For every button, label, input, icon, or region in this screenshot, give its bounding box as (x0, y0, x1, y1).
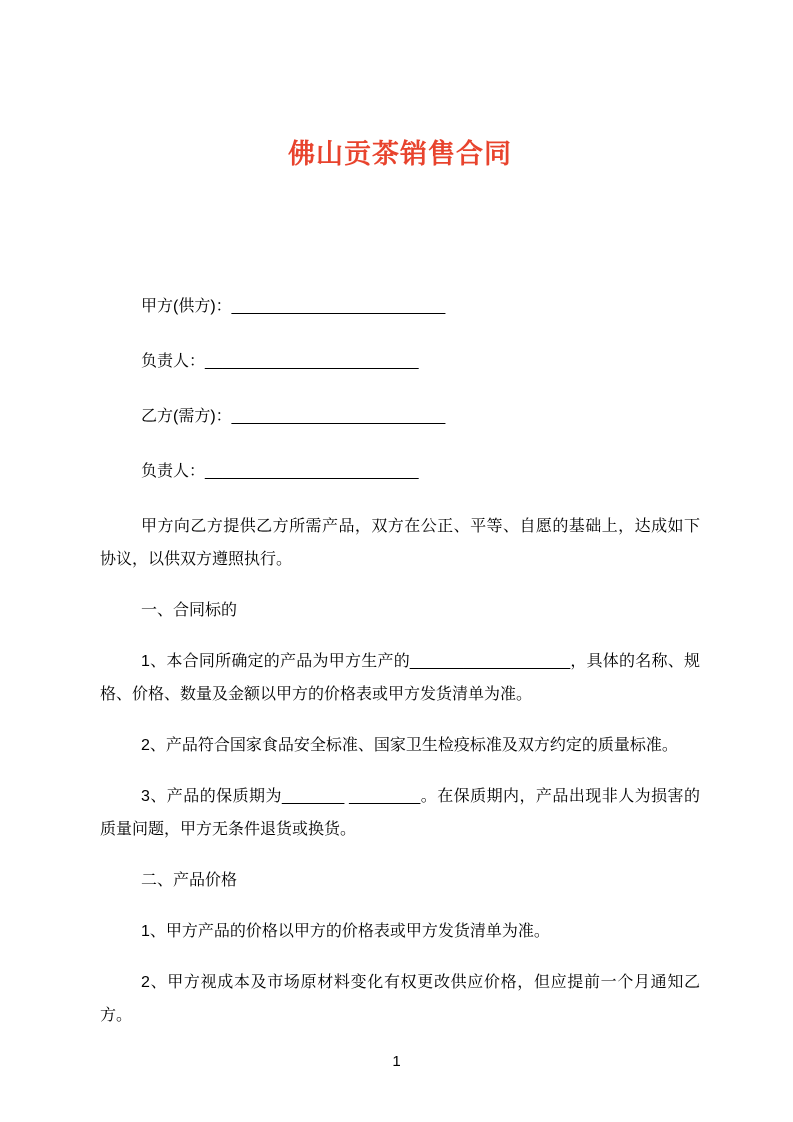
field-party-a-blank[interactable]: ________________________ (231, 298, 446, 315)
field-party-a-label: 甲方(供方)： (141, 298, 232, 315)
section-2-clause-1: 1、甲方产品的价格以甲方的价格表或甲方发货清单为准。 (141, 923, 550, 940)
field-party-a-manager-label: 负责人： (141, 353, 206, 370)
field-party-b-manager-blank[interactable]: ________________________ (205, 463, 419, 480)
field-party-b-label: 乙方(需方)： (141, 408, 232, 425)
field-party-a (100, 290, 700, 323)
field-party-a-manager-blank[interactable]: ________________________ (205, 353, 419, 370)
section-1-clause-3: 3、产品的保质期为_______ ________。在保质期内，产品出现非人为损害的质量问题，甲方无条件退货或换货。 (100, 788, 700, 838)
field-party-b-manager (100, 455, 700, 488)
document-content (0, 136, 793, 1032)
field-party-a-manager (100, 345, 700, 378)
intro-paragraph: 甲方向乙方提供乙方所需产品，双方在公正、平等、自愿的基础上，达成如下协议，以供双方遵照执行。 (100, 518, 700, 568)
section-1-clause-1: 1、本合同所确定的产品为甲方生产的__________________，具体的名称、规格、价格、数量及金额以甲方的价格表或甲方发货清单为准。 (100, 653, 700, 703)
document-title: 佛山贡茶销售合同 (288, 139, 512, 169)
section-1-clause-2: 2、产品符合国家食品安全标准、国家卫生检疫标准及双方约定的质量标准。 (141, 737, 678, 754)
field-party-b (100, 400, 700, 433)
field-party-b-blank[interactable]: ________________________ (231, 408, 446, 425)
page-number: 1 (392, 1053, 401, 1070)
section-1-heading: 一、合同标的 (141, 602, 238, 619)
section-2-clause-2: 2、甲方视成本及市场原材料变化有权更改供应价格，但应提前一个月通知乙方。 (100, 974, 700, 1024)
field-party-b-manager-label: 负责人： (141, 463, 206, 480)
section-2-heading: 二、产品价格 (141, 872, 238, 889)
